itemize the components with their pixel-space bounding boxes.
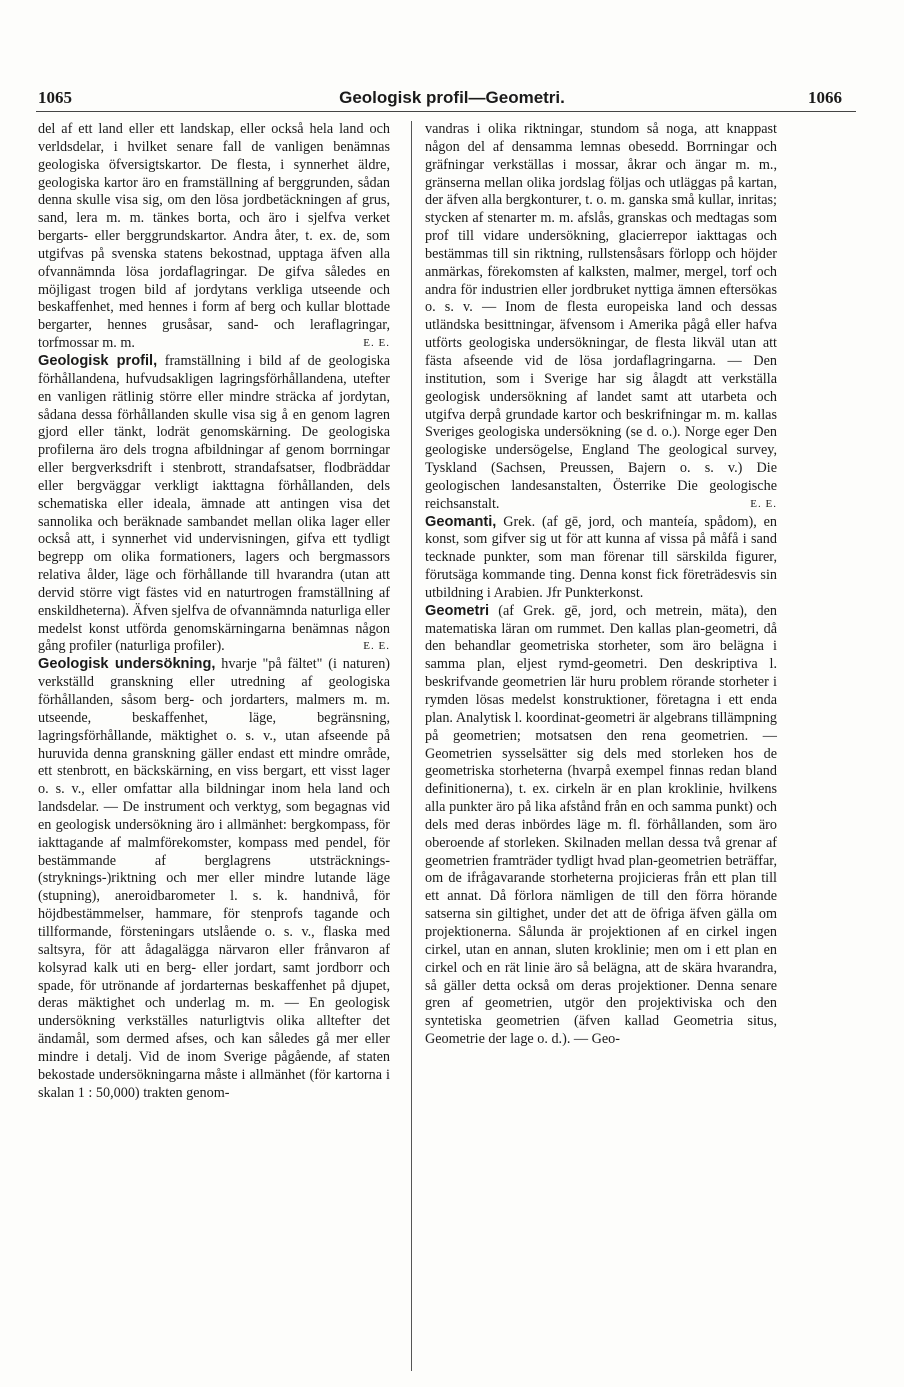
entry-geologisk-profil [38, 353, 390, 656]
entry-keyword: Geometri [425, 602, 490, 619]
entry-keyword: Geomanti, [425, 513, 497, 530]
author-signature: E. E. [363, 337, 390, 350]
entry-text: (af Grek. gē, jord, och metrein, mäta), den matematiska läran om rummet. Den kallas plan-geometri, då den behandlar geometriska storheter, som äro belägna i samma plan, eljest rymd-geometri. Den deskriptiva l. beskrifvande geometrien lär huru problem rörande storheter i rymden lösas medelst konstruktioner, företagna i ett enda plan. Analytisk l. koordinat-geometri är algebrans tillämpning på geometrien; motsatsen den rena geometrien. — Geometrien sysselsätter sig dels med storleken hos de geometriska storheterna (hvarpå exempel finnas redan bland definitionerna), t. ex. cirkeln är en plan kroklinie, hvilkens alla punkter äro på lika afstånd från en och samma punkt) och dels med deras inbördes läge m. fl. förhållanden, som äro oberoende af storleken. Skilnaden mellan dessa två grenar af geometrien framträder tydligt hvad plan-geometrien beträffar, om de ifrågavarande storheterna projicieras från ett plan till ett annat. Då förlora nämligen de till den förra hörande satserna sin giltighet, under det att de öfriga äfven gälla om projektionerna. Sålunda är projektionen af en cirkel ingen cirkel, utan en annan, sluten kroklinie; men om i ett plan en cirkel och en rät linie äro så belägna, att de skära hvarandra, så gäller detta också om deras projektioner. Denna senare gren af geometrien, utgör den projektiviska och den syntetiska geometrien (äfven kallad Geometria situs, Geometrie der lage o. d.). — Geo- [425, 602, 777, 1048]
entry-keyword: Geologisk profil, [38, 352, 158, 369]
entry-geometri [425, 603, 777, 1049]
entry-geomanti [425, 514, 777, 603]
header-rule [36, 111, 856, 112]
entry-text: Grek. (af gē, jord, och manteía, spådom), en konst, som gifver sig ut för att kunna af vissa på måfå i sand tecknade punkter, som man förenar till särskilda figurer, förutsäga kommande ting. Denna konst fick företrädesvis sin utbildning i Arabien. Jfr Punkterkonst. [425, 513, 778, 601]
entry-text: hvarje "på fältet" (i naturen) verkställd granskning eller utredning af geologiska förhållanden, såsom berg- och jordarters, malmers m. m. utseende, beskaffenhet, läge, begränsning, lagringsförhållande, mäktighet o. s. v., utan afseende på huruvida denna granskning gäller endast ett mindre område, ett stenbrott, en bäckskärning, en viss bergart, ett visst lager o. s. v., eller omfattar alla bildningar inom hela land och landsdelar. — De instrument och verktyg, som begagnas vid en geologisk undersökning äro i allmänhet: bergkompass, för iakttagande af malmförekomster, kompass med pendel, för bestämmande af berglagrens utsträcknings-(stryknings-)riktning och mer eller mindre lutande läge (stupning), aneroidbarometer l. s. k. handnivå, för höjdbestämmelser, hammare, för stenprofs tagande och tillformande, försteningars utslående o. s. v., flaska med saltsyra, för att ådagalägga närvaron eller frånvaron af kolsyrad kalk uti en berg- eller jordart, samt jordborr och spade, för utrönande af jordarternas beskaffenhet på djupet, deras mäktighet och underlag m. m. — En geologisk undersökning verkställes naturligtvis olika alltefter det ändamål, som dermed afses, och kan således gå mer eller mindre i detalj. Vid de inom Sverige pågående, af staten bekostade undersökningarna måste i allmänhet (för kartorna i skalan 1 : 50,000) trakten genom- [38, 656, 391, 1101]
entry-text: del af ett land eller ett landskap, eller också hela land och verldsdelar, i hvilket senare fall de vanligen benämnas geologiska öfversigtskartor. De flesta, i synnerhet äldre, geologiska kartor äro en framställning af berggrunden, sådan denna skulle visa sig, om den lösa jordbetäckningen af grus, sand, lera m. m. tänkes borta, och äro i sjelfva verket bergarts- eller berggrundskartor. Andra åter, t. ex. de, som utgifvas på svenska statens bekostnad, upptaga äfven alla ofvannämnda lösa jordaflagringar. De gifva således en möjligast trogen bild af jordytans verkliga utseende och beskaffenhet, med hennes i form af berg och kullar blottade bergarter, hennes grusåsar, sand- och leraflagringar, torfmossar m. m. [38, 121, 390, 352]
right-column [425, 121, 777, 1049]
page-number-right: 1066 [808, 88, 842, 107]
entry-geologisk-undersokning [38, 656, 390, 1102]
entry-geologisk-undersokning-cont [425, 121, 777, 514]
entry-keyword: Geologisk undersökning, [38, 656, 216, 673]
entry-text: vandras i olika riktningar, stundom så noga, att knappast någon del af densamma lemnas obesedd. Borrningar och gräfningar verkställas i mossar, åkrar och ängar m. m., gränserna mellan olika jordslag följas och utläggas på kartan, der äfven alla bergkonturer, t. o. m. ganska små kullar, inritas; stycken af stenarter m. m. afslås, granskas och medtagas som prof till vidare undersökning, glacierrepor iakttagas och bestämmas till sin riktning, rullstensåsars förlopp och höjder anmärkas, förekomsten af kalksten, malmer, mergel, torf och andra för industrien eller jordbruket nyttiga ämnen eftersökas o. s. v. — Inom de flesta europeiska land och dessas utländska besittningar, äfvensom i Amerika pågå eller hafva utförts geologiska undersökningar, de flesta likväl utan att fästa afseende vid de lösa jordaflagringarna. — Den institution, som i Sverige har sig ålagdt att verkställa geologisk undersökning af landet samt att utarbeta och utgifva derpå grundade kartor och beskrifningar m. m. kallas Sveriges geologiska undersökning (se d. o.). Norge eger Den geologiske undersögelse, England The geological survey, Tyskland (Sachsen, Preussen, Bajern o. s. v.) Die geologischen landesanstalten, Österrike Die geologische reichsanstalt. [425, 121, 777, 512]
column-divider [411, 121, 412, 1371]
running-title: Geologisk profil—Geometri. [339, 88, 565, 107]
page-number-left: 1065 [38, 88, 72, 107]
entry-geologisk-karta-end [38, 121, 390, 353]
author-signature: E. E. [750, 497, 777, 510]
author-signature: E. E. [363, 640, 390, 653]
entry-text: framställning i bild af de geologiska förhållandena, hufvudsakligen lagringsförhållandena, utefter en vanligen rätlinig större eller mindre sträcka af jordytan, sådana dessa förhållanden skulle visa sig å en genom lagren gjord eller tänkt, lodrät genomskärning. De geologiska profilerna äro dels trogna afbildningar af genom borrningar eller bergverksdrift i stenbrott, strandafsatser, flodbräddar eller bergväggar verkligt iakttagna förhållanden, dels schematiska eller ideala, ämnade att antingen visa det sannolika och beräknade sambandet mellan olika lager eller också att, i synnerhet vid undervisningen, gifva ett tydligt begrepp om olika formationers, lagers och bergmassors relativa ålder, läge och förhållande till hvarandra (utan att dervid större vigt fästes vid en naturtrogen framställning af enskildheterna). Äfven sjelfva de ofvannämnda naturliga eller medelst konst utförda genomskärningarna benämnas någon gång profiler (naturliga profiler). [38, 352, 391, 655]
left-column [38, 121, 390, 1102]
